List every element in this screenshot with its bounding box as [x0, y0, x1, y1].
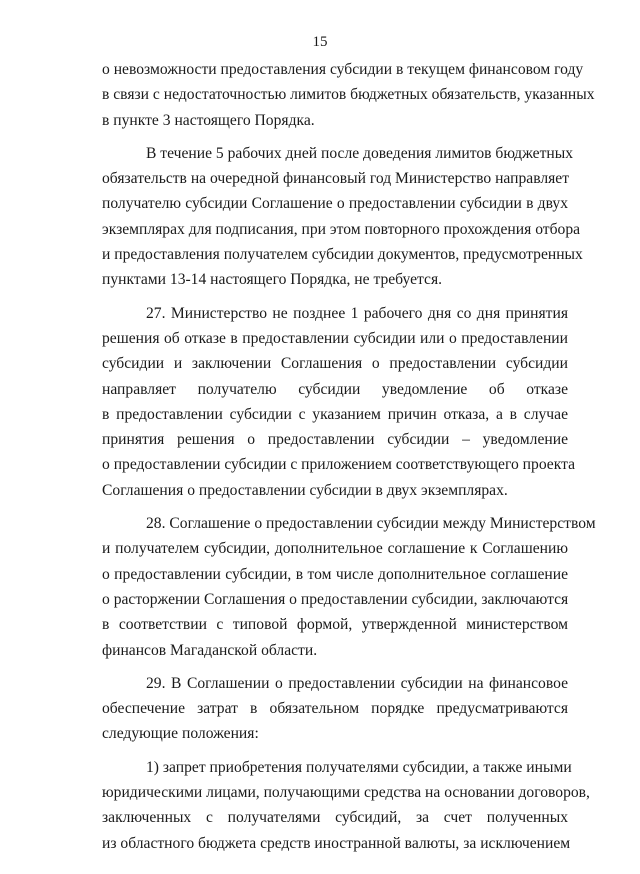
text-line: о предоставлении субсидии с приложением соответствующего проекта: [102, 456, 576, 474]
text-line: направляет получателю субсидии уведомление об отказе: [102, 380, 568, 398]
text-line: 29. В Соглашении о предоставлении субсидии на финансовое: [146, 674, 568, 692]
text-line: заключенных с получателями субсидий, за счет полученных: [102, 809, 568, 827]
text-line: в предоставлении субсидии с указанием причин отказа, а в случае: [102, 405, 568, 423]
text-line: о расторжении Соглашения о предоставлении субсидии, заключаются: [102, 590, 569, 608]
text-line: обеспечение затрат в обязательном порядке предусматриваются: [102, 700, 568, 718]
text-line: 1) запрет приобретения получателями субсидии, а также иными: [146, 758, 572, 776]
paragraph: [102, 141, 583, 293]
text-line: В течение 5 рабочих дней после доведения лимитов бюджетных: [146, 144, 574, 162]
text-line: принятия решения о предоставлении субсидии – уведомление: [102, 431, 568, 449]
text-line: о предоставлении субсидии, в том числе дополнительное соглашение: [102, 565, 568, 583]
text-line: о невозможности предоставления субсидии в текущем финансовом году: [102, 61, 584, 78]
page-number: 15: [312, 34, 328, 50]
text-line: экземплярах для подписания, при этом повторного прохождения отбора: [102, 220, 581, 238]
text-line: пунктами 13-14 настоящего Порядка, не требуется.: [102, 271, 443, 289]
text-line: в соответствии с типовой формой, утвержденной министерством: [102, 616, 568, 634]
paragraph: [102, 511, 596, 663]
document-body: [102, 57, 596, 856]
text-line: решения об отказе в предоставлении субсидии или о предоставлении: [102, 329, 568, 347]
paragraph: [102, 57, 595, 133]
text-line: субсидии и заключении Соглашения о предоставлении субсидии: [102, 355, 568, 373]
text-line: из областного бюджета средств иностранной валюты, за исключением: [102, 834, 571, 852]
text-line: 27. Министерство не позднее 1 рабочего дня со дня принятия: [146, 304, 568, 322]
text-line: в связи с недостаточностью лимитов бюджетных обязательств, указанных: [102, 86, 595, 104]
text-line: финансов Магаданской области.: [102, 641, 318, 659]
paragraph: [102, 671, 568, 747]
text-line: получателю субсидии Соглашение о предоставлении субсидии в двух: [102, 195, 568, 213]
text-line: в пункте 3 настоящего Порядка.: [102, 111, 315, 129]
text-line: и получателем субсидии, дополнительное соглашение к Соглашению: [102, 540, 568, 558]
text-line: Соглашения о предоставлении субсидии в двух экземплярах.: [102, 481, 508, 499]
text-line: и предоставления получателем субсидии документов, предусмотренных: [102, 246, 583, 264]
paragraph: [102, 755, 590, 856]
paragraph: [102, 301, 576, 503]
text-line: 28. Соглашение о предоставлении субсидии между Министерством: [146, 515, 596, 533]
text-line: юридическими лицами, получающими средства на основании договоров,: [102, 784, 590, 802]
text-line: следующие положения:: [102, 725, 259, 743]
text-line: обязательств на очередной финансовый год Министерство направляет: [102, 170, 570, 188]
